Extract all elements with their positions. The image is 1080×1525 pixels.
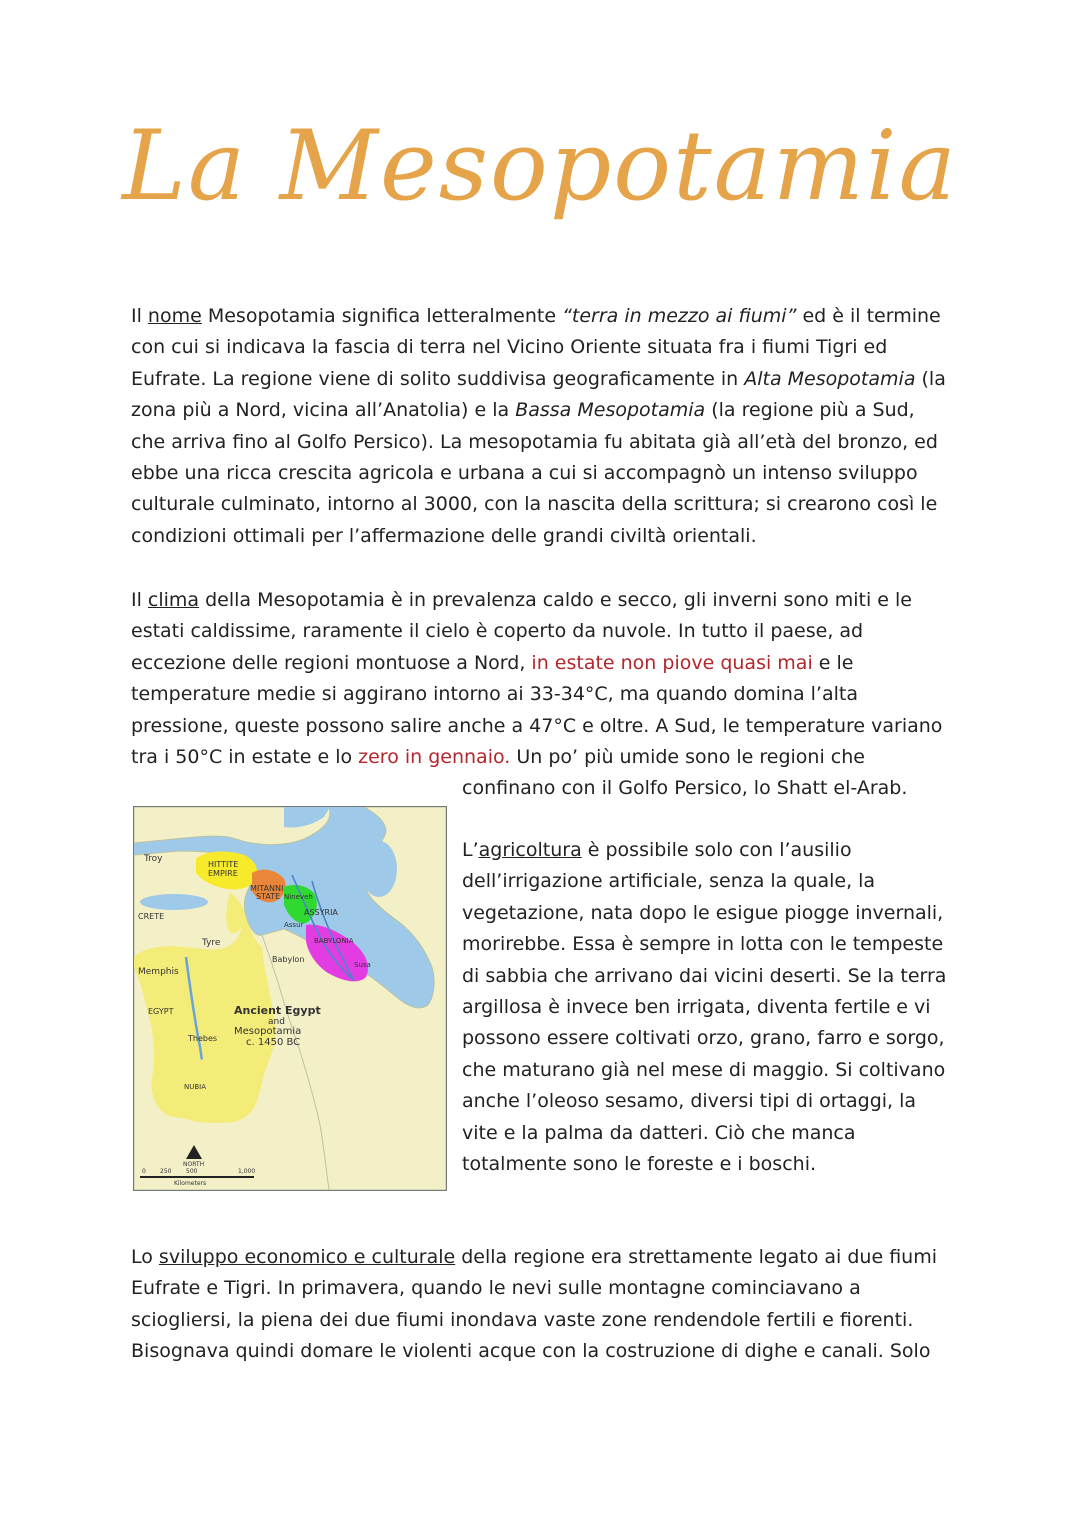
underlined-term-agricoltura: agricoltura <box>478 839 582 861</box>
label-assur: Assur <box>284 921 304 929</box>
label-egypt: EGYPT <box>148 1007 174 1016</box>
label-tyre: Tyre <box>202 938 221 948</box>
label-crete: CRETE <box>138 912 165 921</box>
label-babylonia: BABYLONIA <box>314 937 354 945</box>
italic-alta-mesopotamia: Alta Mesopotamia <box>744 367 916 390</box>
text-span: (la regione più a Sud, che arriva fino al Golfo Persico). La mesopotamia fu abitata già all’età del bronzo, ed ebbe una ricca crescita agricola e urbana a cui si accompagnò un intenso sviluppo culturale culminato, intorno al 3000, con la nascita della scrittura; si crearono così le condizioni ottimali per l’affermazione delle grandi civiltà orientali. <box>131 399 938 547</box>
text-span: L’ <box>462 839 479 861</box>
scale-250: 250 <box>160 1168 172 1175</box>
label-babylon: Babylon <box>272 955 305 964</box>
label-nineveh: Nineveh <box>284 893 313 901</box>
underlined-term-nome: nome <box>147 305 202 327</box>
scale-units: Kilometers <box>174 1180 207 1187</box>
italic-bassa-mesopotamia: Bassa Mesopotamia <box>515 399 706 422</box>
map-caption-2: and <box>268 1017 285 1027</box>
text-span: (la zona più a Nord, vicina all’Anatolia) e la <box>131 367 946 422</box>
map-caption-4: c. 1450 BC <box>246 1037 301 1048</box>
text-span: e le temperature medie si aggirano intorno ai 33-34°C, ma quando domina l’alta pressione, queste possono salire anche a 47°C e oltre. A Sud, le temperature variano tra i 50°C in estate e lo <box>131 651 943 769</box>
text-span: Il <box>131 589 148 611</box>
label-thebes: Thebes <box>188 1034 218 1043</box>
label-mitanni-2: STATE <box>256 892 281 901</box>
text-span: Lo <box>131 1246 159 1268</box>
label-north: NORTH <box>183 1161 205 1168</box>
label-troy: Troy <box>144 854 163 864</box>
page-title: La Mesopotamia <box>122 110 958 222</box>
text-span: ed è il termine con cui si indicava la fascia di terra nel Vicino Oriente situata fra i fiumi Tigri ed Eufrate. La regione viene di solito suddivisa geograficamente in <box>131 305 941 390</box>
text-span: Il <box>131 305 148 327</box>
paragraph-clima <box>131 585 951 773</box>
text-span: della regione era strettamente legato ai due fiumi Eufrate e Tigri. In primavera, quando le nevi sulle montagne cominciavano a sciogliersi, la piena dei due fiumi inondava vaste zone rendendole fertili e fiorenti. Bisognava quindi domare le violenti acque con la costruzione di dighe e canali. Solo <box>131 1246 937 1363</box>
underlined-term-clima: clima <box>147 589 200 611</box>
scale-500: 500 <box>186 1168 198 1175</box>
label-hittite-1: HITTITE <box>208 860 239 869</box>
scale-0: 0 <box>142 1168 146 1175</box>
text-span: della Mesopotamia è in prevalenza caldo e secco, gli inverni sono miti e le estati caldissime, raramente il cielo è coperto da nuvole. In tutto il paese, ad eccezione delle regioni montuose a Nord, <box>131 589 912 674</box>
highlight-zero-january: zero in gennaio. <box>358 746 511 769</box>
paragraph-sviluppo <box>131 1242 951 1368</box>
italic-quote: “terra in mezzo ai fiumi” <box>562 305 797 327</box>
map-image <box>133 806 447 1191</box>
label-nubia: NUBIA <box>184 1083 207 1091</box>
text-span: Mesopotamia significa letteralmente <box>201 305 563 327</box>
label-hittite-2: EMPIRE <box>208 869 238 878</box>
highlight-no-rain: in estate non piove quasi mai <box>531 651 813 674</box>
text-span: è possibile solo con l’ausilio dell’irrigazione artificiale, senza la quale, la vegetazione, nata dopo le esigue piogge invernali, morirebbe. Essa è sempre in lotta con le tempeste di sabbia che arrivano dai vicini deserti. Se la terra argillosa è invece ben irrigata, diventa fertile e vi possono essere coltivati orzo, grano, farro e sorgo, che maturano già nel mese di maggio. Si coltivano anche l’oleoso sesamo, diversi tipi di ortaggi, la vite e la palma da datteri. Ciò che manca totalmente sono le foreste e i boschi. <box>462 839 947 1176</box>
label-mitanni-1: MITANNI <box>250 884 284 893</box>
text-span: Un po’ più umide sono le regioni che <box>510 746 865 769</box>
label-susa: Susa <box>354 961 371 969</box>
label-memphis: Memphis <box>138 967 179 977</box>
paragraph-clima-continuation: confinano con il Golfo Persico, lo Shatt el-Arab. <box>462 777 908 799</box>
paragraph-agricoltura <box>462 835 954 1180</box>
map-caption-3: Mesopotamia <box>234 1026 302 1037</box>
scale-1000: 1,000 <box>238 1168 256 1175</box>
map-caption-1: Ancient Egypt <box>234 1004 321 1017</box>
paragraph-nome <box>131 301 951 552</box>
label-assyria: ASSYRIA <box>304 908 338 917</box>
underlined-term-sviluppo: sviluppo economico e culturale <box>158 1246 456 1268</box>
